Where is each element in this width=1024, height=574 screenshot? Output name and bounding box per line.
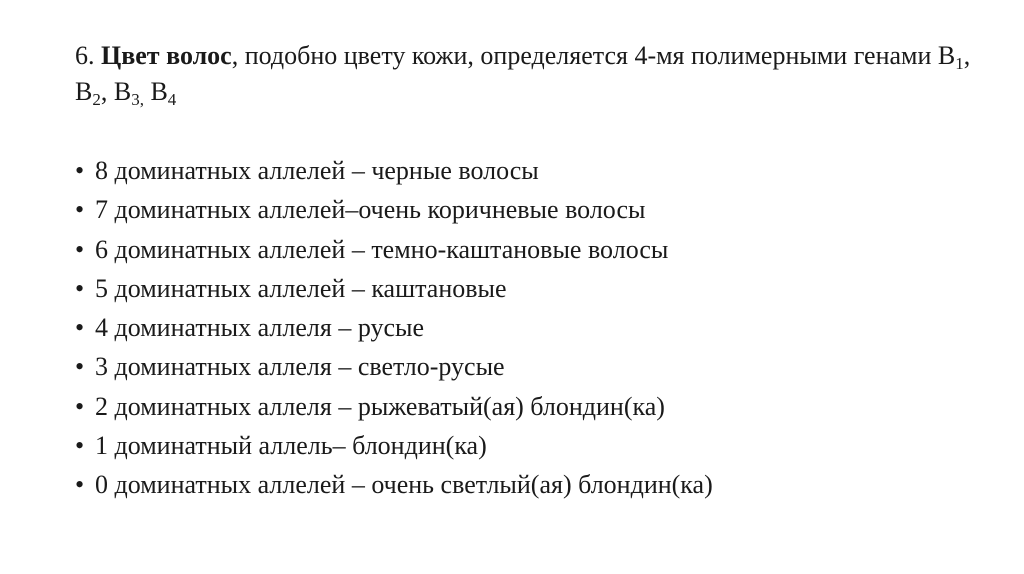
- bullet-icon: •: [75, 195, 85, 225]
- list-item: • 6 доминатных аллелей – темно-каштановые волосы: [75, 230, 713, 269]
- bullet-icon: •: [75, 234, 85, 264]
- list-item: • 2 доминатных аллеля – рыжеватый(ая) блондин(ка): [75, 387, 713, 426]
- allele-list: [75, 151, 713, 505]
- list-item: • 3 доминатных аллеля – светло-русые: [75, 347, 713, 386]
- list-item: • 0 доминатных аллелей – очень светлый(ая) блондин(ка): [75, 465, 713, 504]
- bullet-icon: •: [75, 273, 85, 303]
- bullet-icon: •: [75, 352, 85, 382]
- heading-bold-term: Цвет волос: [101, 41, 232, 70]
- bullet-icon: •: [75, 156, 85, 185]
- heading-text: , подобно цвету кожи, определяется 4-мя полимерными генами: [231, 41, 938, 70]
- list-item: • 4 доминатных аллеля – русые: [75, 308, 713, 347]
- bullet-icon: •: [75, 391, 85, 421]
- gene-b1: $B_1$,: [937, 41, 971, 73]
- list-item: • 5 доминатных аллелей – каштановые: [75, 269, 713, 308]
- list-item: • 1 доминатный аллель– блондин(ка): [75, 426, 713, 465]
- gene-b2: $B_2$,: [75, 77, 114, 109]
- list-item: • 7 доминатных аллелей–очень коричневые волосы: [75, 190, 713, 229]
- slide-heading: [75, 38, 975, 110]
- heading-number: 6.: [75, 41, 95, 70]
- bullet-icon: •: [75, 313, 85, 343]
- gene-b3: $B_{3,}$: [113, 77, 144, 109]
- bullet-icon: •: [75, 470, 85, 500]
- list-item: • 8 доминатных аллелей – черные волосы: [75, 151, 713, 190]
- gene-b4: $B_4$: [150, 77, 177, 109]
- bullet-icon: •: [75, 431, 85, 461]
